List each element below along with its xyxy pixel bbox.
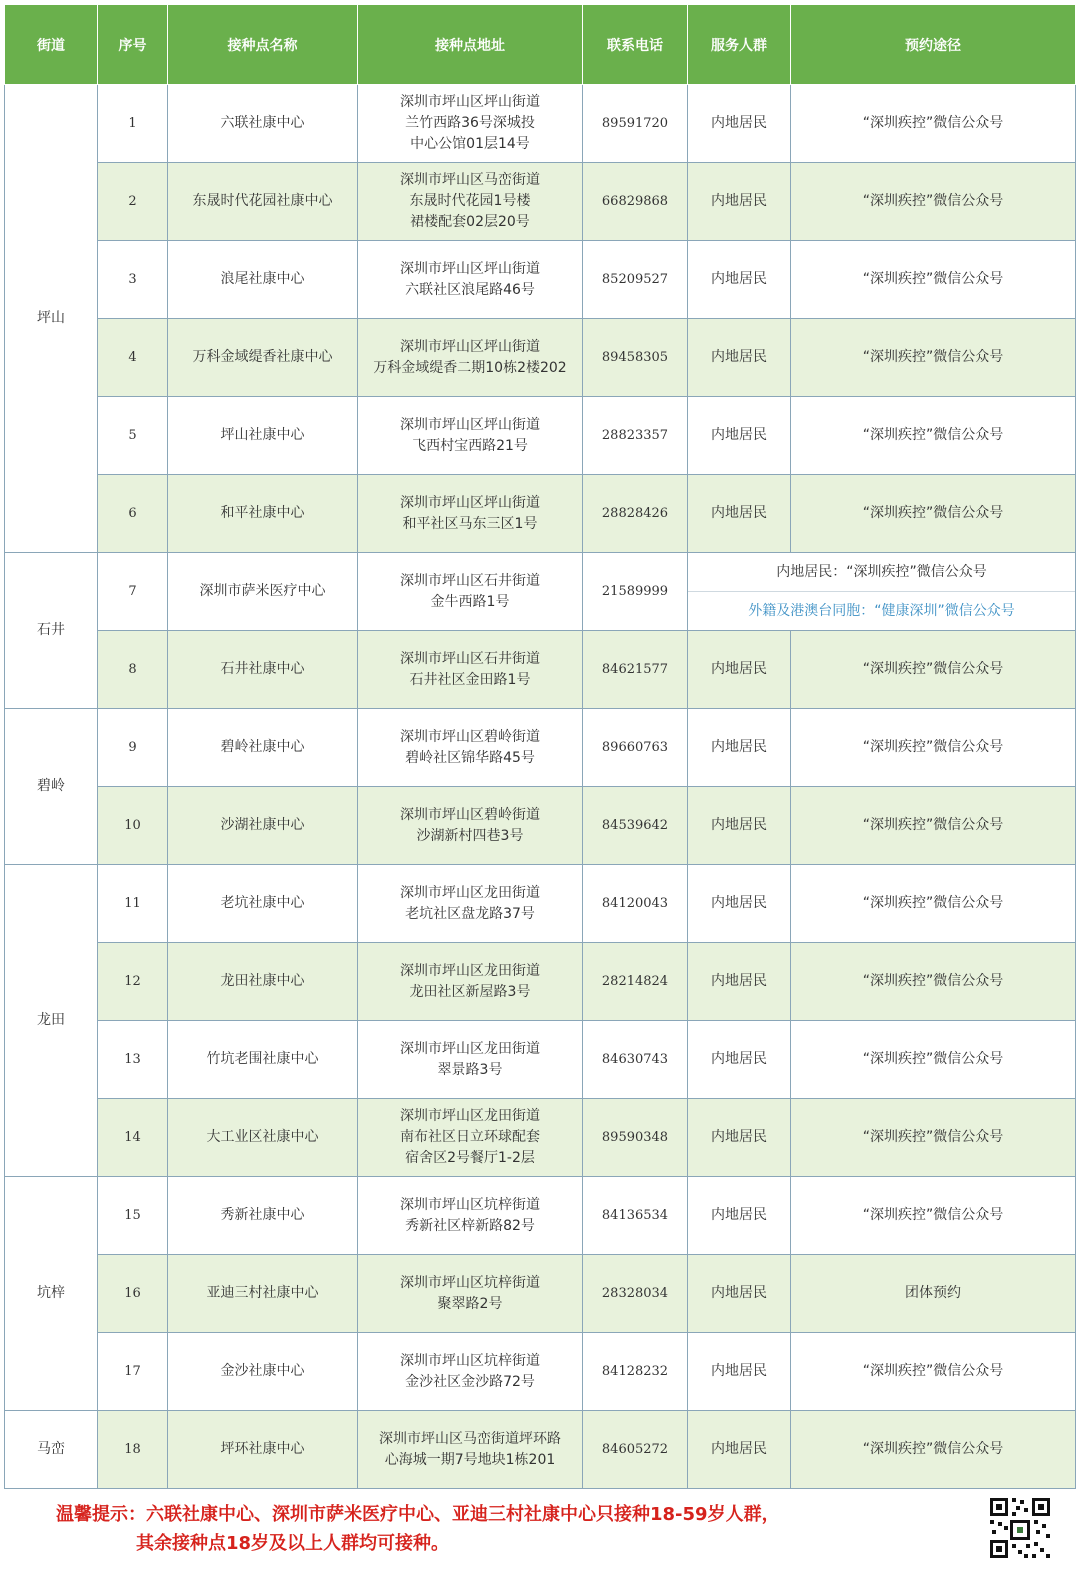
booking-cell: “深圳疾控”微信公众号 (791, 943, 1076, 1021)
table-row (5, 1333, 1076, 1411)
service-group-cell: 内地居民 (688, 865, 791, 943)
address-line: 金沙社区金沙路72号 (405, 1373, 535, 1390)
booking-cell: “深圳疾控”微信公众号 (791, 1099, 1076, 1177)
address-cell (358, 475, 583, 553)
address-line: 裙楼配套02层20号 (410, 214, 530, 230)
booking-cell: “深圳疾控”微信公众号 (791, 1411, 1076, 1489)
booking-cell: “深圳疾控”微信公众号 (791, 397, 1076, 475)
service-group-cell: 内地居民 (688, 397, 791, 475)
table-row (5, 1255, 1076, 1333)
address-cell (358, 865, 583, 943)
address-line: 深圳市坪山区坑梓街道 (400, 1352, 540, 1369)
booking-foreign: 外籍及港澳台同胞：“健康深圳”微信公众号 (748, 603, 1015, 619)
booking-cell: “深圳疾控”微信公众号 (791, 163, 1076, 241)
street-cell: 坪山 (5, 85, 98, 553)
phone-cell: 84539642 (583, 787, 688, 865)
site-name-cell: 深圳市萨米医疗中心 (168, 553, 358, 631)
address-line: 深圳市坪山区龙田街道 (400, 1108, 540, 1124)
seq-cell: 12 (98, 943, 168, 1021)
table-row (5, 397, 1076, 475)
seq-cell: 8 (98, 631, 168, 709)
phone-cell: 89660763 (583, 709, 688, 787)
site-name-cell: 和平社康中心 (168, 475, 358, 553)
table-row (5, 631, 1076, 709)
address-line: 深圳市坪山区石井街道 (400, 650, 540, 667)
site-name-cell: 老坑社康中心 (168, 865, 358, 943)
address-cell (358, 1255, 583, 1333)
address-line: 深圳市坪山区坑梓街道 (400, 1196, 540, 1213)
address-cell (358, 787, 583, 865)
phone-cell: 84128232 (583, 1333, 688, 1411)
phone-cell: 89590348 (583, 1099, 688, 1177)
warm-tip-line-1: 温馨提示：六联社康中心、深圳市萨米医疗中心、亚迪三村社康中心只接种18-59岁人群， (56, 1504, 780, 1525)
address-line: 深圳市坪山区龙田街道 (400, 884, 540, 901)
site-name-cell: 竹坑老围社康中心 (168, 1021, 358, 1099)
address-line: 秀新社区梓新路82号 (405, 1217, 535, 1234)
table-row (5, 319, 1076, 397)
table-row (5, 85, 1076, 163)
phone-cell: 85209527 (583, 241, 688, 319)
table-row (5, 865, 1076, 943)
address-line: 南布社区日立环球配套 (400, 1129, 540, 1145)
address-line: 深圳市坪山区马峦街道 (400, 172, 540, 188)
service-group-cell: 内地居民 (688, 241, 791, 319)
booking-cell: “深圳疾控”微信公众号 (791, 319, 1076, 397)
seq-cell: 11 (98, 865, 168, 943)
address-line: 聚翠路2号 (437, 1295, 503, 1312)
seq-cell: 15 (98, 1177, 168, 1255)
seq-cell: 5 (98, 397, 168, 475)
phone-cell: 28214824 (583, 943, 688, 1021)
address-line: 六联社区浪尾路46号 (405, 281, 535, 298)
table-row (5, 943, 1076, 1021)
header-phone: 联系电话 (583, 5, 688, 85)
booking-cell: “深圳疾控”微信公众号 (791, 1177, 1076, 1255)
address-line: 万科金域缇香二期10栋2楼202 (373, 359, 567, 376)
address-line: 宿舍区2号餐厅1-2层 (405, 1150, 535, 1166)
service-group-cell: 内地居民 (688, 163, 791, 241)
seq-cell: 4 (98, 319, 168, 397)
site-name-cell: 亚迪三村社康中心 (168, 1255, 358, 1333)
table-row (5, 241, 1076, 319)
header-address: 接种点地址 (358, 5, 583, 85)
seq-cell: 9 (98, 709, 168, 787)
address-line: 沙湖新村四巷3号 (416, 827, 524, 844)
table-row (5, 553, 1076, 631)
phone-cell: 84136534 (583, 1177, 688, 1255)
phone-cell: 84621577 (583, 631, 688, 709)
phone-cell: 21589999 (583, 553, 688, 631)
seq-cell: 6 (98, 475, 168, 553)
street-cell: 马峦 (5, 1411, 98, 1489)
address-line: 老坑社区盘龙路37号 (405, 905, 535, 922)
service-group-cell: 内地居民 (688, 709, 791, 787)
header-group: 服务人群 (688, 5, 791, 85)
site-name-cell: 秀新社康中心 (168, 1177, 358, 1255)
address-cell (358, 85, 583, 163)
address-line: 金牛西路1号 (430, 593, 510, 610)
qr-code-icon (988, 1496, 1052, 1560)
seq-cell: 16 (98, 1255, 168, 1333)
address-cell (358, 631, 583, 709)
phone-cell: 66829868 (583, 163, 688, 241)
seq-cell: 1 (98, 85, 168, 163)
header-street: 街道 (5, 5, 98, 85)
address-line: 东晟时代花园1号楼 (409, 193, 531, 209)
phone-cell: 89591720 (583, 85, 688, 163)
phone-cell: 89458305 (583, 319, 688, 397)
site-name-cell: 六联社康中心 (168, 85, 358, 163)
site-name-cell: 碧岭社康中心 (168, 709, 358, 787)
street-cell: 坑梓 (5, 1177, 98, 1411)
address-line: 翠景路3号 (437, 1061, 503, 1078)
address-cell (358, 1333, 583, 1411)
service-group-cell: 内地居民 (688, 475, 791, 553)
address-line: 石井社区金田路1号 (409, 671, 531, 688)
booking-split-cell (688, 553, 1076, 631)
phone-cell: 84120043 (583, 865, 688, 943)
site-name-cell: 东晟时代花园社康中心 (168, 163, 358, 241)
table-header-row (5, 5, 1076, 85)
address-cell (358, 1021, 583, 1099)
header-name: 接种点名称 (168, 5, 358, 85)
service-group-cell: 内地居民 (688, 631, 791, 709)
seq-cell: 10 (98, 787, 168, 865)
address-cell (358, 553, 583, 631)
address-line: 深圳市坪山区碧岭街道 (400, 728, 540, 745)
address-cell (358, 319, 583, 397)
booking-mainland: 内地居民：“深圳疾控”微信公众号 (688, 553, 1075, 592)
seq-cell: 17 (98, 1333, 168, 1411)
address-line: 深圳市坪山区龙田街道 (400, 962, 540, 979)
address-line: 深圳市坪山区坪山街道 (400, 416, 540, 433)
address-line: 兰竹西路36号深城投 (405, 115, 535, 131)
warm-tip-line-2: 其余接种点18岁及以上人群均可接种。 (136, 1533, 450, 1554)
booking-cell: “深圳疾控”微信公众号 (791, 1021, 1076, 1099)
phone-cell: 84605272 (583, 1411, 688, 1489)
street-cell: 龙田 (5, 865, 98, 1177)
address-line: 深圳市坪山区坑梓街道 (400, 1274, 540, 1291)
vaccination-sites-table (4, 4, 1076, 1489)
street-cell: 碧岭 (5, 709, 98, 865)
header-seq: 序号 (98, 5, 168, 85)
table-row (5, 1099, 1076, 1177)
booking-cell: 团体预约 (791, 1255, 1076, 1333)
booking-cell: “深圳疾控”微信公众号 (791, 241, 1076, 319)
address-line: 碧岭社区锦华路45号 (405, 749, 535, 766)
address-cell (358, 943, 583, 1021)
address-line: 深圳市坪山区碧岭街道 (400, 806, 540, 823)
site-name-cell: 龙田社康中心 (168, 943, 358, 1021)
address-line: 和平社区马东三区1号 (402, 515, 538, 532)
seq-cell: 2 (98, 163, 168, 241)
site-name-cell: 大工业区社康中心 (168, 1099, 358, 1177)
seq-cell: 13 (98, 1021, 168, 1099)
site-name-cell: 石井社康中心 (168, 631, 358, 709)
booking-cell: “深圳疾控”微信公众号 (791, 1333, 1076, 1411)
address-cell (358, 241, 583, 319)
warm-tip (56, 1500, 916, 1558)
address-cell (358, 1177, 583, 1255)
address-cell (358, 709, 583, 787)
seq-cell: 7 (98, 553, 168, 631)
booking-cell: “深圳疾控”微信公众号 (791, 787, 1076, 865)
site-name-cell: 沙湖社康中心 (168, 787, 358, 865)
seq-cell: 3 (98, 241, 168, 319)
address-cell (358, 1411, 583, 1489)
service-group-cell: 内地居民 (688, 1177, 791, 1255)
service-group-cell: 内地居民 (688, 319, 791, 397)
address-line: 深圳市坪山区坪山街道 (400, 338, 540, 355)
table-row (5, 787, 1076, 865)
address-line: 深圳市坪山区坪山街道 (400, 494, 540, 511)
address-cell (358, 1099, 583, 1177)
street-cell: 石井 (5, 553, 98, 709)
table-body (5, 85, 1076, 1489)
table-row (5, 475, 1076, 553)
address-line: 深圳市坪山区坪山街道 (400, 94, 540, 110)
service-group-cell: 内地居民 (688, 1099, 791, 1177)
address-cell (358, 163, 583, 241)
address-line: 龙田社区新屋路3号 (409, 983, 531, 1000)
address-cell (358, 397, 583, 475)
service-group-cell: 内地居民 (688, 943, 791, 1021)
site-name-cell: 万科金域缇香社康中心 (168, 319, 358, 397)
table-row (5, 1021, 1076, 1099)
address-line: 飞西村宝西路21号 (412, 437, 528, 454)
seq-cell: 14 (98, 1099, 168, 1177)
service-group-cell: 内地居民 (688, 85, 791, 163)
service-group-cell: 内地居民 (688, 1255, 791, 1333)
site-name-cell: 浪尾社康中心 (168, 241, 358, 319)
booking-cell: “深圳疾控”微信公众号 (791, 631, 1076, 709)
header-booking: 预约途径 (791, 5, 1076, 85)
site-name-cell: 金沙社康中心 (168, 1333, 358, 1411)
site-name-cell: 坪山社康中心 (168, 397, 358, 475)
booking-cell: “深圳疾控”微信公众号 (791, 85, 1076, 163)
address-line: 深圳市坪山区石井街道 (400, 572, 540, 589)
seq-cell: 18 (98, 1411, 168, 1489)
phone-cell: 84630743 (583, 1021, 688, 1099)
table-row (5, 709, 1076, 787)
address-line: 心海城一期7号地块1栋201 (384, 1451, 556, 1468)
service-group-cell: 内地居民 (688, 1333, 791, 1411)
address-line: 中心公馆01层14号 (410, 136, 530, 152)
booking-cell: “深圳疾控”微信公众号 (791, 475, 1076, 553)
phone-cell: 28828426 (583, 475, 688, 553)
address-line: 深圳市坪山区马峦街道坪环路 (379, 1430, 561, 1447)
address-line: 深圳市坪山区坪山街道 (400, 260, 540, 277)
table-row (5, 1177, 1076, 1255)
table-row (5, 1411, 1076, 1489)
phone-cell: 28823357 (583, 397, 688, 475)
service-group-cell: 内地居民 (688, 1411, 791, 1489)
service-group-cell: 内地居民 (688, 1021, 791, 1099)
vaccination-sites-table-container (4, 4, 1075, 1489)
booking-cell: “深圳疾控”微信公众号 (791, 865, 1076, 943)
site-name-cell: 坪环社康中心 (168, 1411, 358, 1489)
address-line: 深圳市坪山区龙田街道 (400, 1040, 540, 1057)
phone-cell: 28328034 (583, 1255, 688, 1333)
service-group-cell: 内地居民 (688, 787, 791, 865)
table-row (5, 163, 1076, 241)
booking-cell: “深圳疾控”微信公众号 (791, 709, 1076, 787)
